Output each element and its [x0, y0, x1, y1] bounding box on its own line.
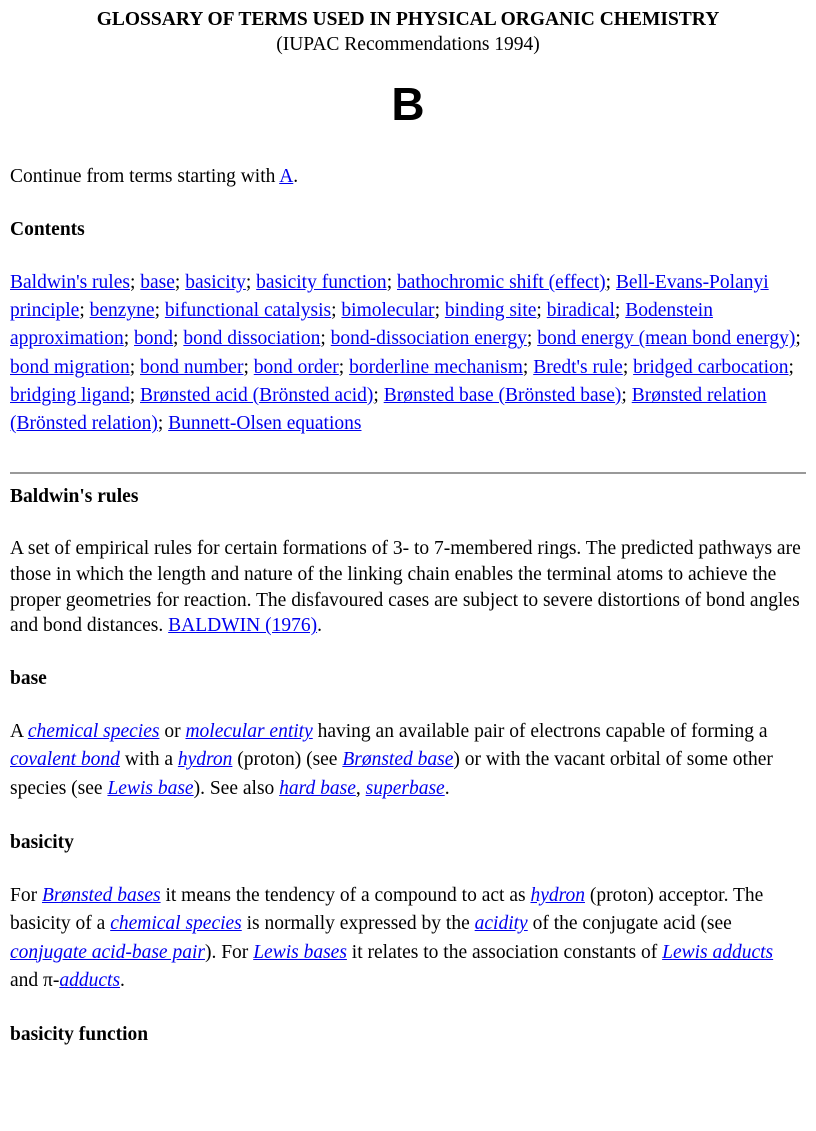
contents-link[interactable]: Bell-Evans-Polanyi principle	[10, 272, 769, 322]
term-link[interactable]: Lewis base	[107, 777, 194, 799]
entries	[10, 484, 806, 1048]
definition-text: .	[444, 777, 450, 799]
contents-link[interactable]: benzyne	[89, 300, 155, 322]
section-letter: B	[391, 78, 425, 130]
contents-link[interactable]: bond order	[253, 356, 339, 378]
term-link[interactable]: conjugate acid-base pair	[10, 941, 205, 963]
definition-text: A set of empirical rules for certain formations of 3- to 7-membered rings. The predicted pathways are those in which the length and nature of the linking chain enables the terminal atoms to achieve the proper geometries for reaction. The disfavoured cases are subject to severe distortions of bond angles and bond distances.	[10, 538, 801, 637]
definition-text: or	[159, 721, 186, 743]
contents-link[interactable]: basicity	[185, 272, 246, 293]
contents-link[interactable]: bridging ligand	[10, 384, 130, 406]
contents-link[interactable]: Bodenstein approximation	[10, 300, 713, 350]
definition-text: ). For	[204, 941, 254, 963]
contents-link[interactable]: basicity function	[256, 272, 387, 293]
term-link[interactable]: hydron	[177, 749, 233, 771]
entry-term: Baldwin's rules	[10, 486, 139, 508]
definition-text: ). See also	[193, 777, 280, 799]
contents-link[interactable]: bimolecular	[341, 300, 435, 322]
term-link[interactable]: superbase	[365, 777, 445, 799]
page	[0, 8, 816, 1048]
definition-text: ) or with the vacant orbital of some other species (see	[10, 749, 773, 799]
page-title: GLOSSARY OF TERMS USED IN PHYSICAL ORGANIC CHEMISTRY	[96, 9, 720, 30]
contents-link[interactable]: bifunctional catalysis	[164, 300, 332, 322]
contents-link[interactable]: bond migration	[10, 356, 130, 378]
contents-link[interactable]: Brønsted base (Brönsted base)	[383, 384, 622, 406]
contents-link[interactable]: bond energy (mean bond energy)	[537, 328, 796, 350]
continue-text: Continue from terms starting with	[10, 166, 280, 187]
entry-term: base	[10, 668, 47, 690]
term-link[interactable]: Brønsted bases	[41, 884, 161, 906]
term-link[interactable]: adducts	[59, 969, 121, 991]
entry-definition	[10, 536, 806, 639]
contents-link[interactable]: bathochromic shift (effect)	[396, 272, 606, 293]
term-link[interactable]: Lewis bases	[253, 941, 347, 963]
definition-text: with a	[119, 749, 178, 771]
contents-link[interactable]: bridged carbocation	[633, 356, 789, 378]
term-link[interactable]: molecular entity	[185, 721, 313, 743]
divider	[10, 472, 806, 474]
contents-link[interactable]: Brønsted acid (Brönsted acid)	[140, 384, 374, 406]
contents-link[interactable]: bond	[134, 328, 174, 350]
contents-heading: Contents	[10, 219, 85, 240]
definition-text: .	[120, 969, 125, 991]
term-link[interactable]: chemical species	[110, 913, 242, 935]
term-link[interactable]: Brønsted base	[342, 749, 454, 771]
definition-text: (proton) acceptor. The basicity of a	[10, 884, 764, 935]
term-link[interactable]: chemical species	[27, 721, 160, 743]
definition-text: and π-	[10, 969, 60, 991]
contents-link[interactable]: binding site	[444, 300, 537, 322]
definition-text: of the conjugate acid (see	[527, 913, 732, 935]
reference-link[interactable]: BALDWIN (1976)	[168, 615, 318, 637]
term-link[interactable]: hydron	[530, 884, 585, 906]
definition-text: For	[10, 884, 42, 906]
contents-link[interactable]: biradical	[546, 300, 615, 322]
definition-text: is normally expressed by the	[241, 913, 475, 935]
entry-definition	[10, 718, 806, 803]
continue-note	[10, 164, 806, 190]
contents-link[interactable]: Brønsted relation (Brönsted relation)	[10, 384, 767, 435]
entry-definition	[10, 882, 806, 995]
contents-link[interactable]: Bunnett-Olsen equations	[168, 413, 362, 435]
contents-link[interactable]: bond-dissociation energy	[330, 328, 527, 350]
continue-end: .	[293, 166, 299, 187]
term-link[interactable]: acidity	[474, 913, 528, 935]
definition-text: it means the tendency of a compound to act as	[160, 884, 531, 906]
contents-link[interactable]: Bredt's rule	[533, 356, 623, 378]
term-link[interactable]: Lewis adducts	[662, 941, 774, 963]
contents-link[interactable]: bond number	[140, 356, 244, 378]
entry-term: basicity	[10, 831, 74, 853]
definition-text: it relates to the association constants of	[346, 941, 663, 963]
definition-text: having an available pair of electrons capable of forming a	[312, 721, 768, 743]
contents-list: Baldwin's rules; base; basicity; basicity function; bathochromic shift (effect); Bell-Evans-Polanyi principle; benzyne; bifunctional catalysis; bimolecular; binding site; biradical; Bodenstein approximation; bond; bond dissociation; bond-dissociation energy; bond energy (mean bond energy); bond migration; bond number; bond order; borderline mechanism; Bredt's rule; bridged carbocation; bridging ligand; Brønsted acid (Brönsted acid); Brønsted base (Brönsted base); Brønsted relation (Brönsted relation); Bunnett-Olsen equations	[10, 272, 801, 435]
contents-link[interactable]: base	[140, 272, 175, 293]
contents-link[interactable]: bond dissociation	[183, 328, 321, 350]
definition-text: (proton) (see	[232, 749, 343, 771]
term-link[interactable]: covalent bond	[10, 749, 120, 771]
definition-text: .	[317, 615, 322, 637]
entry-term: basicity function	[10, 1024, 149, 1046]
term-link[interactable]: hard base	[279, 777, 356, 799]
definition-text: A	[10, 721, 28, 743]
link-letter-a[interactable]: A	[279, 166, 294, 187]
contents-link[interactable]: borderline mechanism	[349, 356, 523, 378]
contents-link[interactable]: Baldwin's rules	[10, 272, 130, 293]
page-subtitle: (IUPAC Recommendations 1994)	[276, 34, 540, 55]
definition-text: ,	[355, 777, 366, 799]
